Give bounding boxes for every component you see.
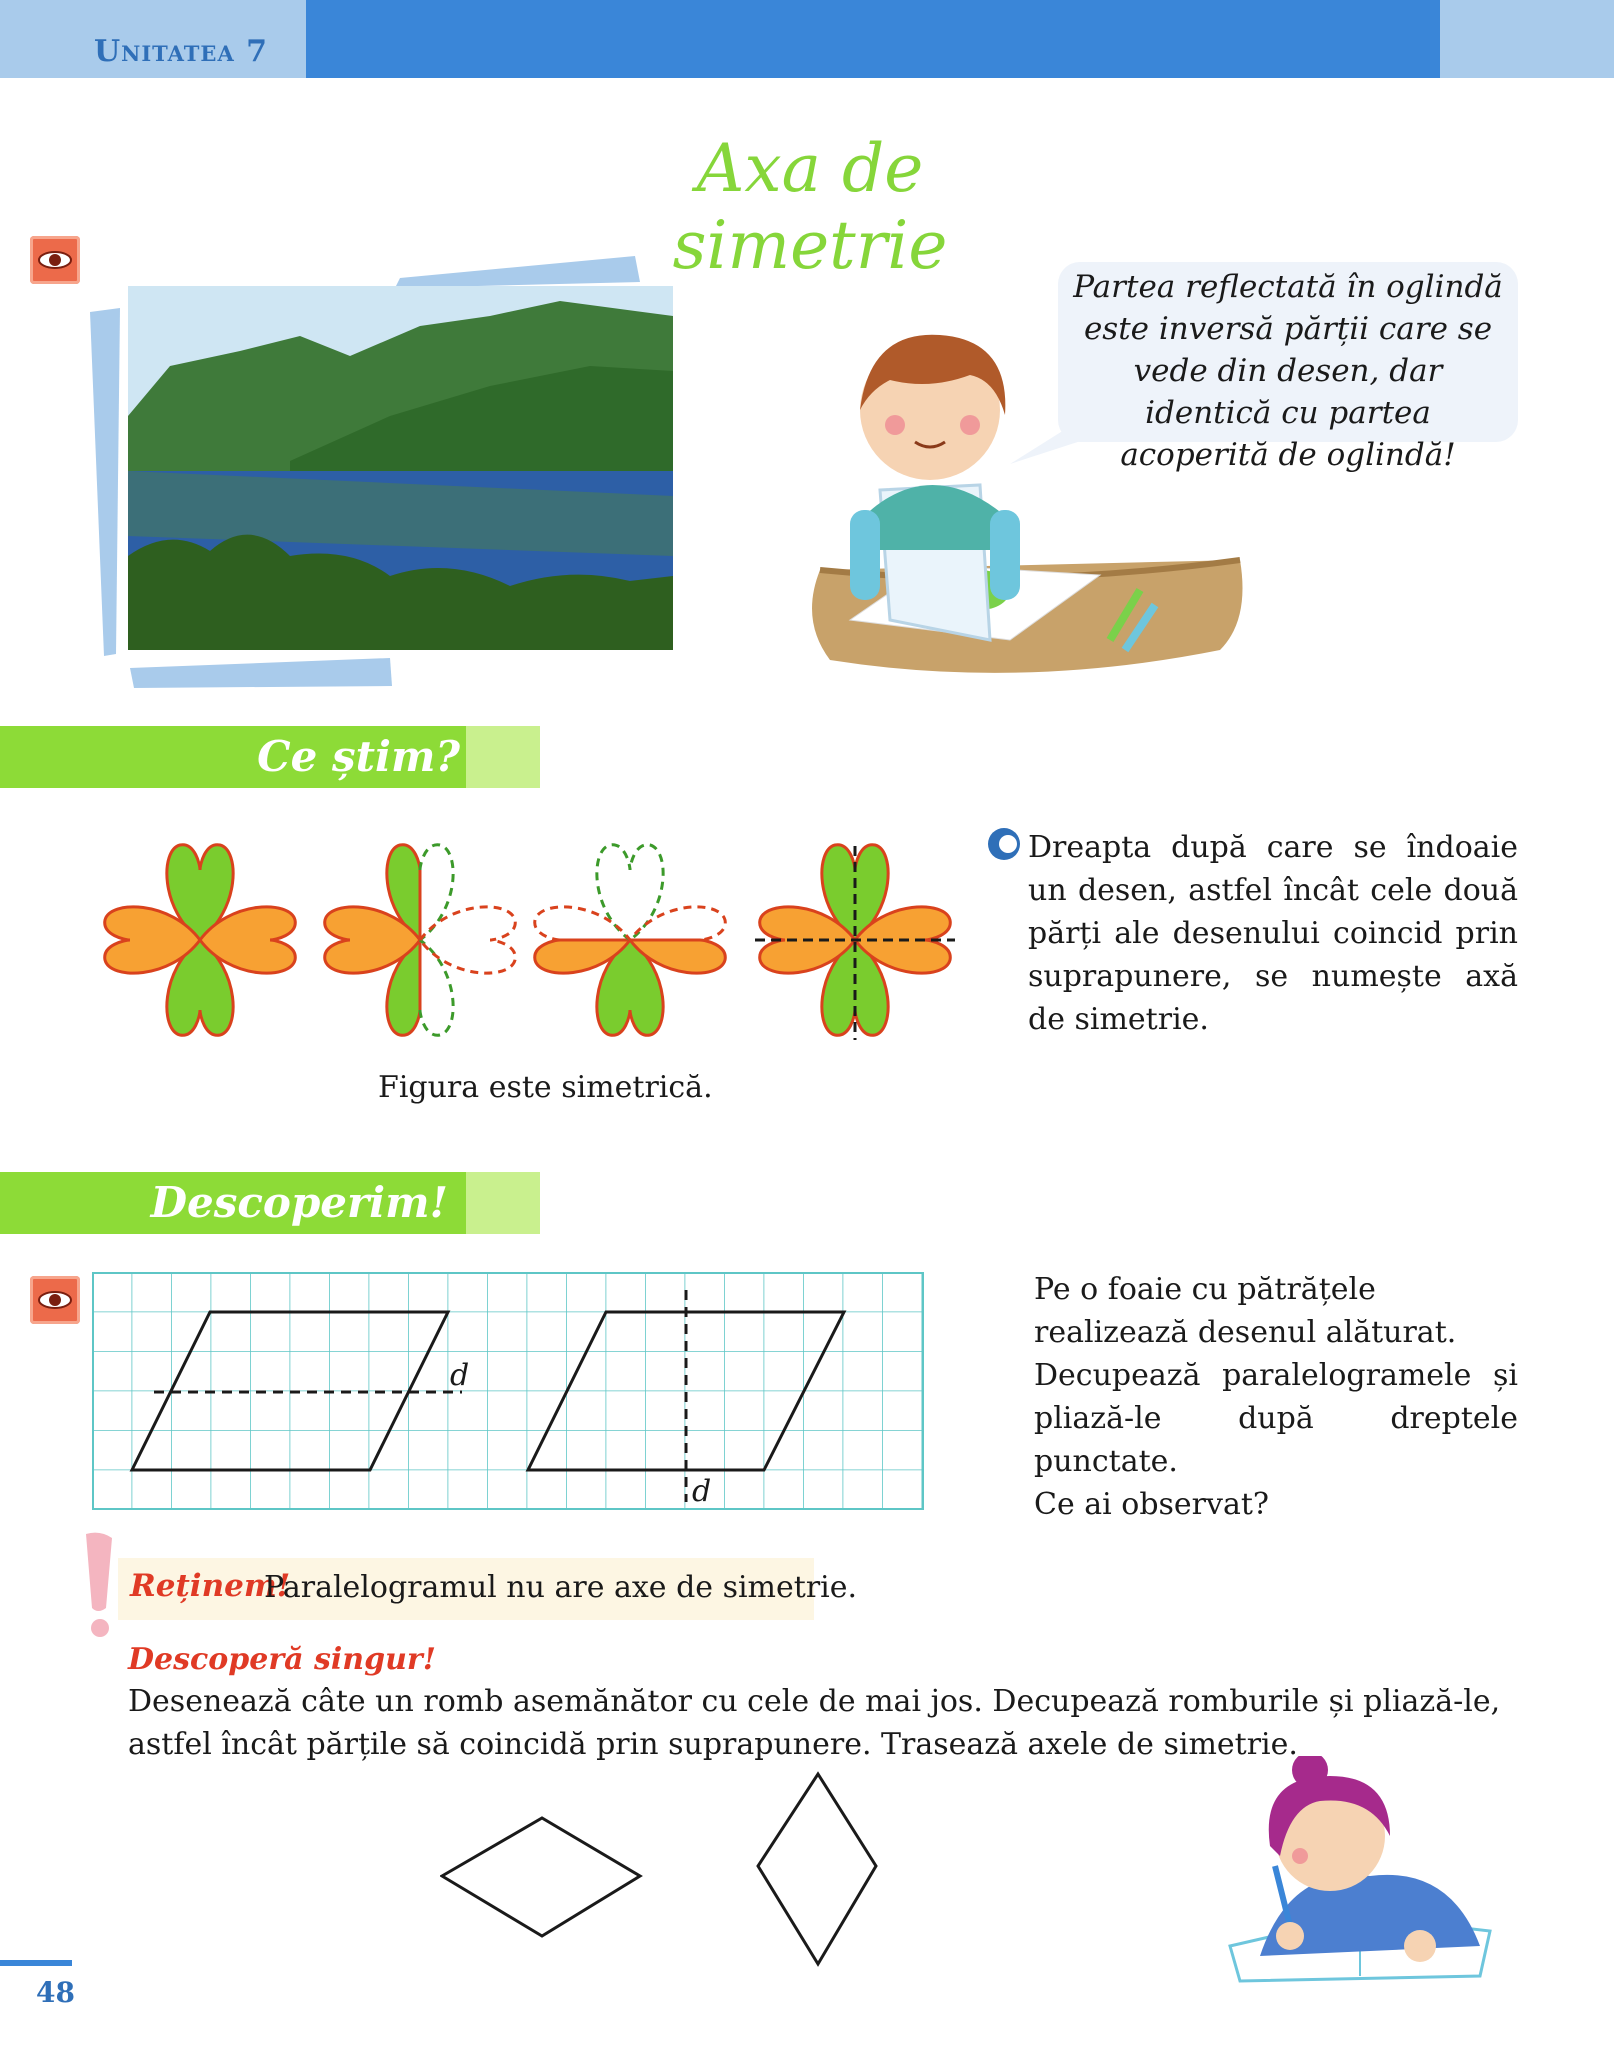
rhombus-figures [440, 1770, 890, 1970]
boy-with-mirror-illustration [780, 320, 1260, 700]
eye-icon [30, 236, 80, 284]
instructions [1034, 1268, 1518, 1526]
axis-label-d1: d [450, 1358, 470, 1393]
section-band-end [466, 726, 540, 788]
clover-symmetry-figures [100, 840, 960, 1040]
discover-alone-text: Desenează câte un romb asemănător cu cele de mai jos. Decupează romburile și pliază-le, astfel încât părțile să coincidă prin suprapunere. Trasează axele de simetrie. [128, 1684, 1501, 1762]
parallelogram-grid [92, 1272, 924, 1512]
page-number-bar [0, 1960, 72, 1966]
eye-icon [30, 1276, 80, 1324]
girl-drawing-illustration [1220, 1756, 1520, 1986]
discover-alone-label: Descoperă singur! [128, 1642, 436, 1677]
section-band-end [466, 1172, 540, 1234]
page-number: 48 [36, 1976, 75, 2009]
unit-label: Unitatea 7 [94, 34, 269, 69]
instruction-line-2: Decupează paralelogramele și pliază-le după dreptele punctate. [1034, 1358, 1518, 1479]
page-title: Axa de simetrie [672, 130, 948, 284]
exclamation-icon [80, 1530, 120, 1642]
landscape-photo [90, 256, 690, 696]
axis-label-d2: d [692, 1474, 712, 1509]
header-bar-end [1440, 0, 1614, 78]
remember-label: Reținem! [130, 1568, 291, 1604]
section-title-discover: Descoperim! [150, 1178, 448, 1227]
definition-text: Dreapta după care se îndoaie un desen, astfel încât cele două părți ale desenului coincid prin suprapunere, se numește axă de simetrie. [1028, 830, 1518, 1037]
remember-text: Paralelogramul nu are axe de simetrie. [264, 1570, 858, 1605]
rhombus-vertical [758, 1774, 876, 1964]
instruction-line-1: Pe o foaie cu pătrățele realizează desenul alăturat. [1034, 1272, 1457, 1350]
definition-bullet-icon [986, 826, 1022, 862]
section-title-what-we-know: Ce știm? [257, 732, 460, 781]
figure-caption: Figura este simetrică. [378, 1070, 713, 1105]
speech-bubble-text: Partea reflectată în oglindă este inversă părții care se vede din desen, dar identică cu partea acoperită de oglindă! [1073, 269, 1503, 473]
rhombus-horizontal [442, 1818, 640, 1936]
instruction-line-3: Ce ai observat? [1034, 1487, 1269, 1522]
header-bar-accent [306, 0, 1440, 78]
